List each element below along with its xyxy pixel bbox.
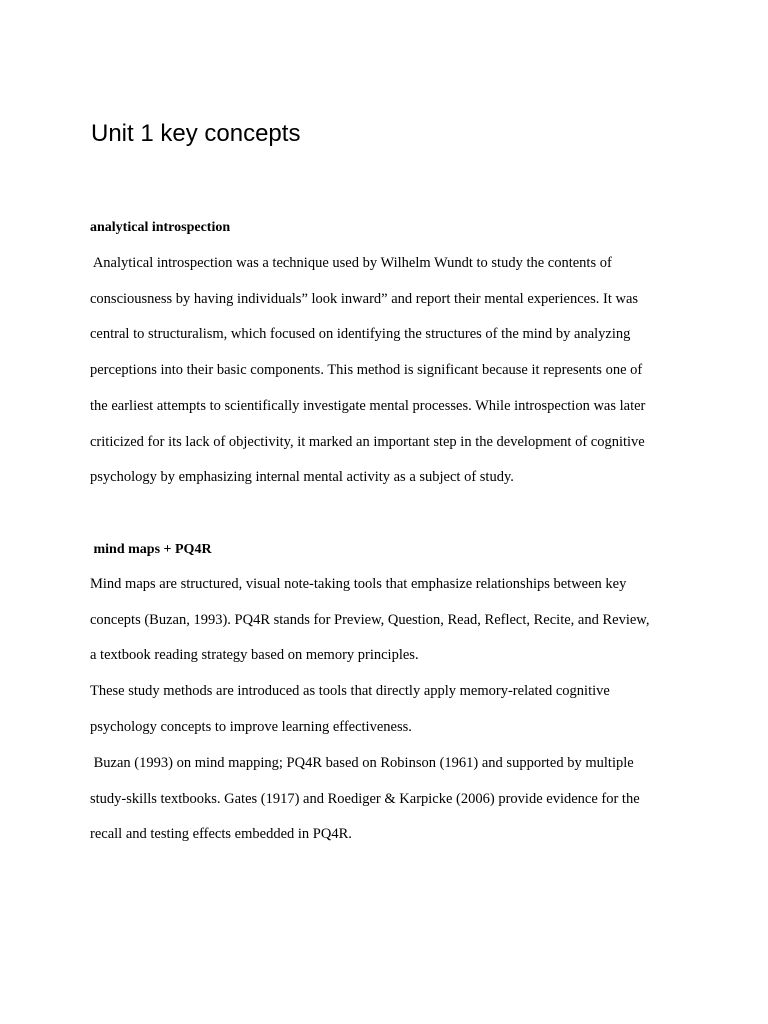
paragraph-references xyxy=(90,746,690,853)
section-heading-analytical-introspection: analytical introspection xyxy=(90,220,231,235)
paragraph-line: psychology concepts to improve learning effectiveness. xyxy=(90,718,412,735)
paragraph-line: consciousness by having individuals” look inward” and report their mental experiences. It was xyxy=(90,290,639,307)
paragraph-line: psychology by emphasizing internal mental activity as a subject of study. xyxy=(90,469,514,486)
paragraph-line: These study methods are introduced as tools that directly apply memory-related cognitive xyxy=(90,683,610,699)
paragraph-line: Analytical introspection was a technique used by Wilhelm Wundt to study the contents of xyxy=(90,255,612,271)
paragraph-line: a textbook reading strategy based on memory principles. xyxy=(90,647,419,664)
paragraph-study-methods xyxy=(90,674,690,745)
paragraph-line: perceptions into their basic components. This method is significant because it represents one of xyxy=(90,362,643,379)
paragraph-mind-maps-intro xyxy=(90,567,690,674)
paragraph-line: Mind maps are structured, visual note-taking tools that emphasize relationships between key xyxy=(90,576,627,592)
paragraph-line: criticized for its lack of objectivity, it marked an important step in the development of cognitive xyxy=(90,433,645,450)
section-heading-mind-maps-pq4r: mind maps + PQ4R xyxy=(90,542,212,557)
paragraph-line: Buzan (1993) on mind mapping; PQ4R based on Robinson (1961) and supported by multiple xyxy=(90,755,634,771)
paragraph-analytical-introspection xyxy=(90,246,690,496)
paragraph-line: study-skills textbooks. Gates (1917) and Roediger & Karpicke (2006) provide evidence for the xyxy=(90,790,640,807)
paragraph-line: concepts (Buzan, 1993). PQ4R stands for Preview, Question, Read, Reflect, Recite, and Review, xyxy=(90,611,650,628)
paragraph-line: the earliest attempts to scientifically investigate mental processes. While introspection was later xyxy=(90,397,646,414)
page-title: Unit 1 key concepts xyxy=(91,120,301,147)
paragraph-line: central to structuralism, which focused on identifying the structures of the mind by analyzing xyxy=(90,326,631,343)
paragraph-line: recall and testing effects embedded in PQ4R. xyxy=(90,826,352,843)
